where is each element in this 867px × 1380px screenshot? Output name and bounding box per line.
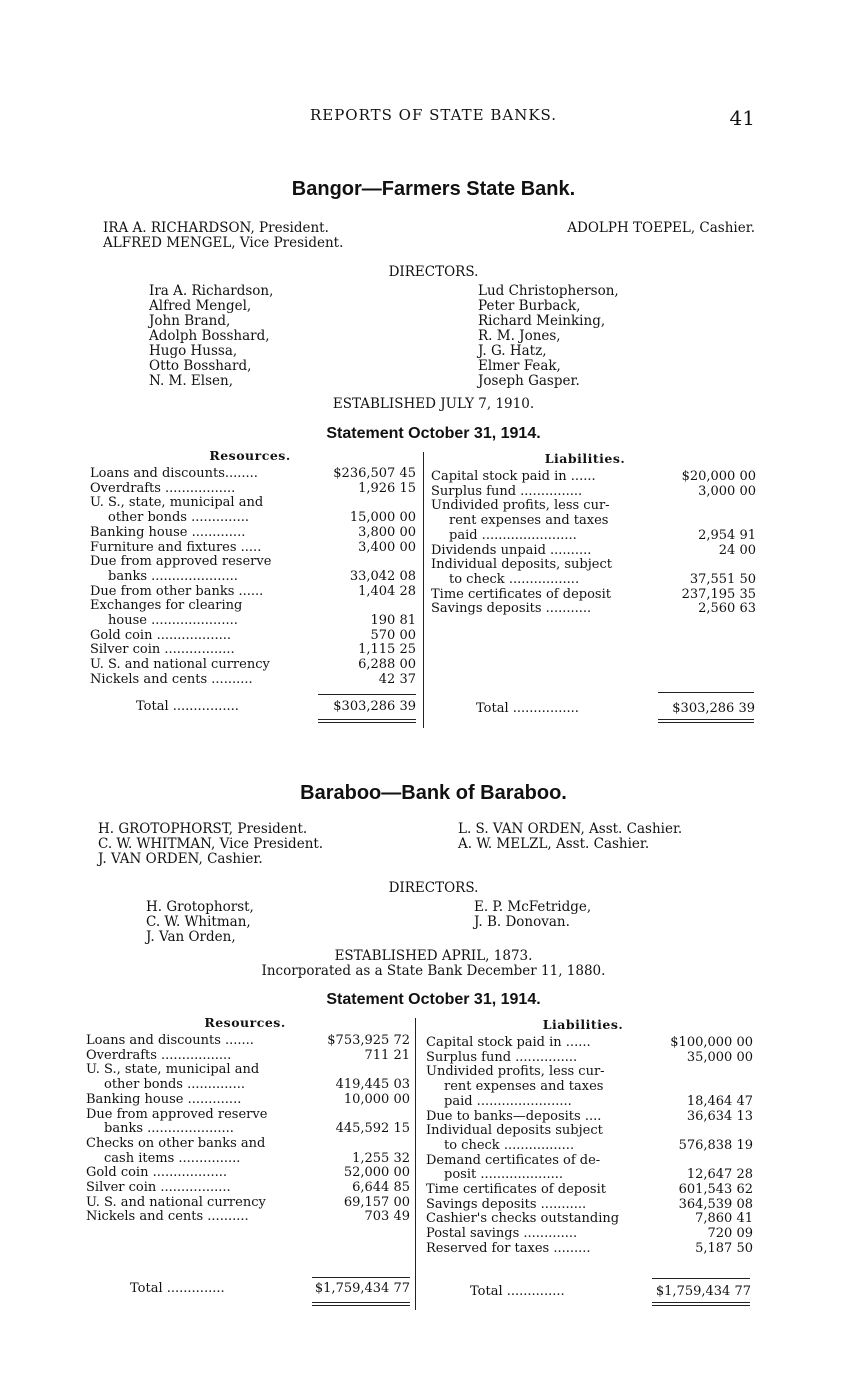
ledger-row <box>426 1183 753 1198</box>
bank1-statement-title: Statement October 31, 1914. <box>326 425 541 442</box>
officer: J. VAN ORDEN, Cashier. <box>98 851 263 867</box>
ledger-label: Nickels and cents .......... <box>86 1209 249 1225</box>
double-rule <box>318 719 416 720</box>
ledger-row <box>90 614 416 629</box>
ledger-value: 3,000 00 <box>698 483 756 499</box>
ledger-row <box>431 514 756 529</box>
total-value: $303,286 39 <box>333 699 416 714</box>
ledger-label: paid ....................... <box>444 1093 572 1109</box>
ledger-value: 6,644 85 <box>352 1180 410 1196</box>
ledger-value: 52,000 00 <box>343 1165 410 1181</box>
ledger-label: U. S. and national currency <box>86 1194 266 1210</box>
ledger-row <box>90 541 416 556</box>
ledger-value: $20,000 00 <box>681 469 756 484</box>
ledger-label: Cashier's checks outstanding <box>426 1211 620 1227</box>
director-name: Elmer Feak, <box>478 358 561 374</box>
ledger-value: 1,115 25 <box>358 642 416 658</box>
ledger-row <box>431 485 756 500</box>
ledger-row <box>86 1137 410 1152</box>
bank2-directors-right <box>474 900 591 930</box>
ledger-row <box>426 1051 753 1066</box>
ledger-label: U. S., state, municipal and <box>90 495 264 511</box>
ledger-label: rent expenses and taxes <box>449 513 609 529</box>
ledger-label: Gold coin .................. <box>90 627 231 643</box>
ledger-value: $100,000 00 <box>670 1035 753 1050</box>
ledger-label: house ..................... <box>108 613 238 629</box>
director-name: N. M. Elsen, <box>149 373 234 389</box>
officer: ADOLPH TOEPEL, Cashier. <box>567 220 755 236</box>
ledger-value: 42 37 <box>378 671 416 687</box>
ledger-label: Postal savings ............. <box>426 1226 578 1242</box>
bank2-liabilities-heading: Liabilities. <box>542 1017 624 1032</box>
ledger-value: 6,288 00 <box>358 657 416 673</box>
bank1-liabilities-heading: Liabilities. <box>544 451 626 466</box>
ledger-row <box>431 470 756 485</box>
ledger-value: 35,000 00 <box>686 1049 753 1065</box>
director-name: Peter Burback, <box>478 298 581 314</box>
ledger-row <box>431 573 756 588</box>
ledger-row <box>90 526 416 541</box>
running-head: REPORTS OF STATE BANKS. <box>309 106 558 124</box>
ledger-row <box>90 629 416 644</box>
ledger-row <box>90 555 416 570</box>
ledger-row <box>426 1065 753 1080</box>
ledger-label: Silver coin ................. <box>86 1180 231 1196</box>
ledger-value: 69,157 00 <box>343 1194 410 1210</box>
ledger-label: Overdrafts ................. <box>86 1047 232 1063</box>
ledger-row <box>90 658 416 673</box>
ledger-row <box>90 599 416 614</box>
ledger-label: Gold coin .................. <box>86 1165 227 1181</box>
sum-rule <box>652 1278 750 1279</box>
total-value: $1,759,434 77 <box>314 1281 410 1296</box>
ledger-row <box>90 643 416 658</box>
double-rule <box>658 722 754 723</box>
director-name: Alfred Mengel, <box>149 298 252 314</box>
sum-rule <box>658 692 754 693</box>
ledger-label: cash items ............... <box>104 1150 241 1166</box>
ledger-row <box>431 558 756 573</box>
ledger-row <box>431 544 756 559</box>
page-number: 41 <box>729 106 755 130</box>
sum-rule <box>312 1277 410 1278</box>
director-name: R. M. Jones, <box>478 328 561 344</box>
officer: A. W. MELZL, Asst. Cashier. <box>458 836 650 852</box>
ledger-row <box>426 1242 753 1257</box>
ledger-value: 703 49 <box>364 1209 410 1225</box>
director-name: J. Van Orden, <box>146 929 236 945</box>
bank1-liabilities-list <box>431 470 756 617</box>
bank2-incorporated: Incorporated as a State Bank December 11, 1880. <box>261 963 606 979</box>
ledger-row <box>86 1196 410 1211</box>
ledger-label: Nickels and cents .......... <box>90 671 253 687</box>
ledger-row <box>426 1095 753 1110</box>
ledger-value: 570 00 <box>370 627 416 643</box>
ledger-label: Time certificates of deposit <box>431 586 611 602</box>
ledger-row <box>86 1034 410 1049</box>
ledger-row <box>86 1181 410 1196</box>
ledger-row <box>426 1080 753 1095</box>
director-name: J. G. Hatz, <box>478 343 547 359</box>
ledger-label: Checks on other banks and <box>86 1135 266 1151</box>
ledger-label: Surplus fund ............... <box>431 483 583 499</box>
ledger-label: Dividends unpaid .......... <box>431 542 592 558</box>
ledger-label: Savings deposits ........... <box>431 601 592 617</box>
ledger-row <box>90 467 416 482</box>
ledger-label: banks ..................... <box>104 1121 234 1137</box>
bank1-officers-left <box>103 221 343 251</box>
double-rule <box>652 1305 750 1306</box>
ledger-row <box>426 1036 753 1051</box>
ledger-label: Loans and discounts........ <box>90 466 258 481</box>
total-value: $303,286 39 <box>672 701 755 716</box>
ledger-value: 576,838 19 <box>678 1137 753 1153</box>
ledger-label: Undivided profits, less cur- <box>426 1064 605 1080</box>
ledger-value: 720 09 <box>707 1226 753 1242</box>
ledger-row <box>86 1063 410 1078</box>
bank2-directors-left <box>146 900 254 945</box>
ledger-row <box>90 585 416 600</box>
bank2-liabilities-list <box>426 1036 753 1257</box>
bank1-directors-heading: DIRECTORS. <box>388 264 479 280</box>
ledger-label: Furniture and fixtures ..... <box>90 539 262 555</box>
officer: C. W. WHITMAN, Vice President. <box>98 836 324 852</box>
ledger-value: 3,800 00 <box>358 524 416 540</box>
ledger-label: Reserved for taxes ......... <box>426 1240 591 1256</box>
ledger-row <box>426 1168 753 1183</box>
ledger-label: U. S., state, municipal and <box>86 1062 260 1078</box>
officer: L. S. VAN ORDEN, Asst. Cashier. <box>458 821 683 837</box>
ledger-value: 3,400 00 <box>358 539 416 555</box>
officer: ALFRED MENGEL, Vice President. <box>103 235 344 251</box>
bank2-resources-heading: Resources. <box>204 1015 286 1030</box>
ledger-value: 5,187 50 <box>695 1240 753 1256</box>
bank1-title: Bangor—Farmers State Bank. <box>291 178 576 200</box>
bank1-officers-right <box>567 221 755 236</box>
ledger-row <box>426 1139 753 1154</box>
officer: IRA A. RICHARDSON, President. <box>103 220 329 236</box>
ledger-label: paid ....................... <box>449 527 577 543</box>
ledger-row <box>86 1049 410 1064</box>
bank2-directors-heading: DIRECTORS. <box>388 880 479 896</box>
ledger-row <box>86 1108 410 1123</box>
ledger-row <box>426 1227 753 1242</box>
ledger-row <box>86 1152 410 1167</box>
bank2-statement-title: Statement October 31, 1914. <box>326 991 541 1008</box>
bank2-liabilities-total <box>470 1284 751 1299</box>
bank2-title: Baraboo—Bank of Baraboo. <box>300 782 567 804</box>
ledger-row <box>426 1212 753 1227</box>
ledger-label: Demand certificates of de- <box>426 1152 601 1168</box>
total-label: Total ................ <box>476 701 579 716</box>
bank2-established: ESTABLISHED APRIL, 1873. <box>334 948 533 964</box>
ledger-label: Time certificates of deposit <box>426 1182 606 1198</box>
ledger-value: 445,592 15 <box>335 1121 410 1137</box>
ledger-value: 18,464 47 <box>686 1093 753 1109</box>
bank1-resources-list <box>90 467 416 688</box>
director-name: Richard Meinking, <box>478 313 606 329</box>
ledger-value: 15,000 00 <box>349 510 416 526</box>
ledger-row <box>431 588 756 603</box>
ledger-value: 2,954 91 <box>698 527 756 543</box>
ledger-label: Due to banks—deposits .... <box>426 1108 602 1124</box>
director-name: H. Grotophorst, <box>146 899 254 915</box>
total-label: Total ................ <box>136 699 239 714</box>
bank1-directors-left <box>149 284 273 389</box>
ledger-value: 1,404 28 <box>358 583 416 599</box>
ledger-value: 419,445 03 <box>335 1077 410 1093</box>
ledger-label: Due from approved reserve <box>86 1106 268 1122</box>
ledger-label: Individual deposits subject <box>426 1123 603 1139</box>
ledger-label: to check ................. <box>444 1137 575 1153</box>
ledger-value: 10,000 00 <box>343 1091 410 1107</box>
column-divider <box>423 452 424 728</box>
ledger-label: Banking house ............. <box>90 524 246 540</box>
director-name: C. W. Whitman, <box>146 914 251 930</box>
column-divider <box>415 1018 416 1310</box>
ledger-value: 190 81 <box>370 613 416 629</box>
ledger-row <box>86 1210 410 1225</box>
ledger-value: 33,042 08 <box>349 568 416 584</box>
ledger-label: to check ................. <box>449 571 580 587</box>
ledger-label: other bonds .............. <box>108 510 249 526</box>
ledger-label: Capital stock paid in ...... <box>431 469 596 484</box>
ledger-value: 1,926 15 <box>358 480 416 496</box>
bank2-resources-total <box>130 1281 410 1296</box>
bank2-officers-right <box>458 822 682 852</box>
ledger-label: Capital stock paid in ...... <box>426 1035 591 1050</box>
ledger-row <box>90 673 416 688</box>
ledger-label: posit .................... <box>444 1167 563 1183</box>
ledger-row <box>86 1078 410 1093</box>
ledger-row <box>90 496 416 511</box>
ledger-row <box>426 1124 753 1139</box>
ledger-label: Loans and discounts ....... <box>86 1033 254 1048</box>
ledger-value: 601,543 62 <box>678 1182 753 1198</box>
ledger-row <box>426 1110 753 1125</box>
ledger-value: 237,195 35 <box>681 586 756 602</box>
bank1-directors-right <box>478 284 619 389</box>
ledger-value: $753,925 72 <box>327 1033 410 1048</box>
bank1-liabilities-total <box>476 701 755 716</box>
ledger-value: 24 00 <box>718 542 756 558</box>
ledger-label: Undivided profits, less cur- <box>431 498 610 514</box>
ledger-row <box>86 1093 410 1108</box>
ledger-label: Due from other banks ...... <box>90 583 264 599</box>
ledger-row <box>90 482 416 497</box>
ledger-row <box>431 602 756 617</box>
bank2-resources-list <box>86 1034 410 1225</box>
officer: H. GROTOPHORST, President. <box>98 821 308 837</box>
ledger-label: Surplus fund ............... <box>426 1049 578 1065</box>
total-label: Total .............. <box>130 1281 225 1296</box>
ledger-row <box>426 1154 753 1169</box>
ledger-label: other bonds .............. <box>104 1077 245 1093</box>
director-name: Adolph Bosshard, <box>149 328 270 344</box>
director-name: Hugo Hussa, <box>149 343 238 359</box>
ledger-value: 36,634 13 <box>686 1108 753 1124</box>
director-name: John Brand, <box>149 313 231 329</box>
ledger-row <box>431 529 756 544</box>
director-name: Joseph Gasper. <box>478 373 580 389</box>
director-name: Ira A. Richardson, <box>149 283 274 299</box>
ledger-value: 7,860 41 <box>695 1211 753 1227</box>
ledger-value: $236,507 45 <box>333 466 416 481</box>
total-label: Total .............. <box>470 1284 565 1299</box>
ledger-label: Overdrafts ................. <box>90 480 236 496</box>
ledger-label: Exchanges for clearing <box>90 598 243 614</box>
double-rule <box>312 1305 410 1306</box>
bank1-resources-total <box>136 699 416 714</box>
ledger-row <box>426 1198 753 1213</box>
bank2-officers-left <box>98 822 323 867</box>
ledger-row <box>431 499 756 514</box>
ledger-label: rent expenses and taxes <box>444 1079 604 1095</box>
ledger-label: U. S. and national currency <box>90 657 270 673</box>
ledger-value: 1,255 32 <box>352 1150 410 1166</box>
director-name: Otto Bosshard, <box>149 358 252 374</box>
ledger-value: 37,551 50 <box>689 571 756 587</box>
sum-rule <box>318 694 416 695</box>
ledger-value: 2,560 63 <box>698 601 756 617</box>
ledger-label: Banking house ............. <box>86 1091 242 1107</box>
ledger-label: Due from approved reserve <box>90 554 272 570</box>
director-name: E. P. McFetridge, <box>474 899 592 915</box>
ledger-value: 711 21 <box>364 1047 410 1063</box>
ledger-value: 364,539 08 <box>678 1196 753 1212</box>
double-rule <box>658 719 754 720</box>
ledger-row <box>86 1166 410 1181</box>
ledger-row <box>90 570 416 585</box>
double-rule <box>652 1302 750 1303</box>
double-rule <box>312 1302 410 1303</box>
ledger-label: Silver coin ................. <box>90 642 235 658</box>
double-rule <box>318 722 416 723</box>
director-name: Lud Christopherson, <box>478 283 619 299</box>
bank1-established: ESTABLISHED JULY 7, 1910. <box>332 396 535 412</box>
ledger-label: Individual deposits, subject <box>431 557 612 573</box>
director-name: J. B. Donovan. <box>474 914 570 930</box>
ledger-row <box>90 511 416 526</box>
total-value: $1,759,434 77 <box>655 1284 751 1299</box>
ledger-label: Savings deposits ........... <box>426 1196 587 1212</box>
bank1-resources-heading: Resources. <box>209 448 291 463</box>
ledger-value: 12,647 28 <box>686 1167 753 1183</box>
ledger-label: banks ..................... <box>108 568 238 584</box>
ledger-row <box>86 1122 410 1137</box>
